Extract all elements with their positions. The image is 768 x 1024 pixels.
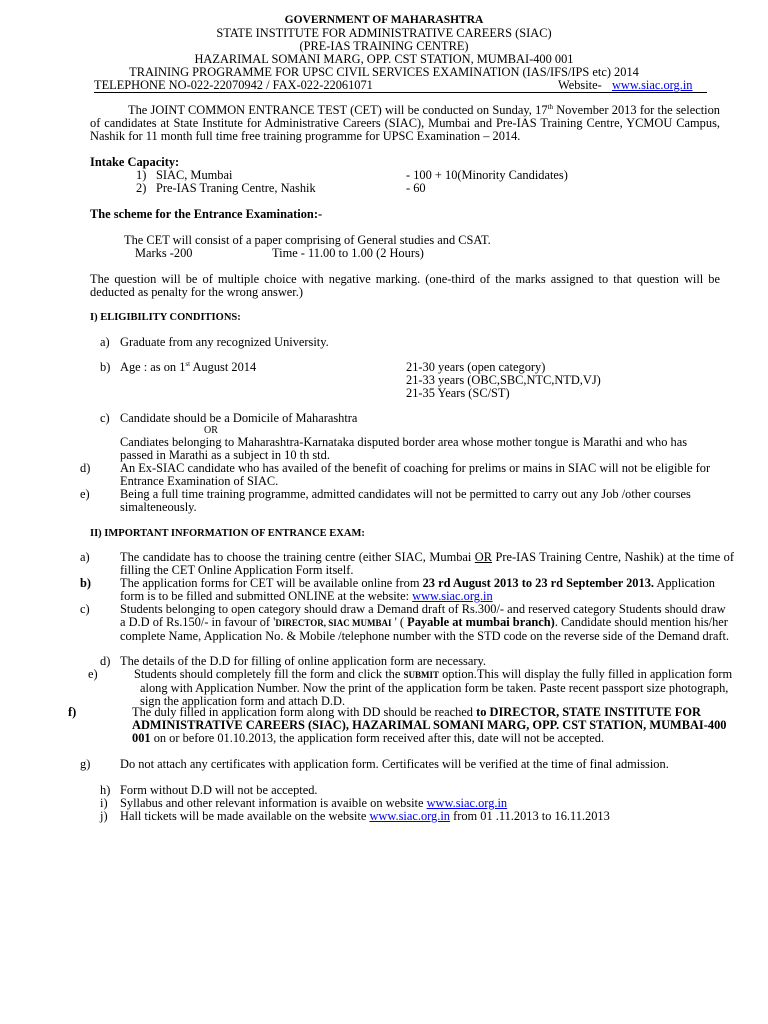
- info-h: h) Form without D.D will not be accepted.: [100, 783, 318, 797]
- header-address: HAZARIMAL SOMANI MARG, OPP. CST STATION, MUMBAI-400 001: [194, 52, 574, 66]
- info-e: e) Students should completely fill the form and click the SUBMIT option.This will display the fully filled in application form along with Application Number. Now the print of the application form be taken. Paste recent passport size photograph, sign the application form and attach D.D.: [88, 667, 733, 708]
- eligibility-e: e) Being a full time training programme, admitted candidates will not be permitted to carry out any Job /other courses simalteneously.: [80, 487, 691, 514]
- info-d: d) The details of the D.D for filling of online application form are necessary.: [100, 654, 486, 668]
- age-scst: 21-35 Years (SC/ST): [406, 386, 510, 400]
- intake-value-1: - 100 + 10(Minority Candidates): [406, 168, 568, 182]
- header-telephone: TELEPHONE NO-022-22070942 / FAX-022-22061071: [94, 78, 373, 92]
- scheme-time: Time - 11.00 to 1.00 (2 Hours): [272, 246, 424, 260]
- intake-value-2: - 60: [406, 181, 426, 195]
- age-obc: 21-33 years (OBC,SBC,NTC,NTD,VJ): [406, 373, 601, 387]
- scheme-note: The question will be of multiple choice with negative marking. (one-third of the marks assigned to that question will be deducted as penalty for the wrong answer.): [90, 272, 720, 299]
- eligibility-c: c) Candidate should be a Domicile of Maharashtra: [100, 411, 358, 425]
- intro-paragraph: The JOINT COMMON ENTRANCE TEST (CET) will be conducted on Sunday, 17th November 2013 for the selection of candidates at State Institute for Administrative Careers (SIAC), Mumbai and Pre-IAS Training Centre, YCMOU Campus, Nashik for 11 month full time free training programme for UPSC Examination – 2014.: [90, 102, 720, 143]
- eligibility-or: OR: [204, 425, 218, 436]
- info-f: f) The duly filled in application form along with DD should be reached to DIRECTOR, STATE INSTITUTE FOR ADMINISTRATIVE CAREERS (SIAC), HAZARIMAL SOMANI MARG, OPP. CST STATION, MUMBAI-400 001 on or before 01.10.2013, the application form received after this, date will not be accepted.: [68, 705, 727, 745]
- info-i: i) Syllabus and other relevant information is avaible on website www.siac.org.in: [100, 796, 508, 810]
- eligibility-d: d) An Ex-SIAC candidate who has availed of the benefit of coaching for prelims or mains in SIAC will not be eligible for Entrance Examination of SIAC.: [80, 461, 711, 488]
- website-label: Website-: [558, 78, 602, 92]
- info-c: c) Students belonging to open category should draw a Demand draft of Rs.300/- and reserved category Students should draw a D.D of Rs.150/- in favour of 'DIRECTOR, SIAC MUMBAI ' ( Payable at mumbai branch). Candidate should mention his/her complete Name, Application No. & Mobile /telephone number with the STD code on the reverse side of the Demand draft.: [80, 602, 730, 643]
- info-b: b) The application forms for CET will be available online from 23 rd August 2013 to 23 rd September 2013. Application form is to be filled and submitted ONLINE at the website: www.siac.org.in: [80, 576, 715, 603]
- header-centre: (PRE-IAS TRAINING CENTRE): [299, 39, 469, 53]
- header-government: GOVERNMENT OF MAHARASHTRA: [284, 14, 484, 26]
- info-g: g) Do not attach any certificates with application form. Certificates will be verified at the time of final admission.: [80, 757, 669, 771]
- age-open: 21-30 years (open category): [406, 360, 546, 374]
- header-institute: STATE INSTITUTE FOR ADMINISTRATIVE CAREERS (SIAC): [216, 26, 552, 40]
- intake-item-2: 2) Pre-IAS Traning Centre, Nashik: [136, 181, 316, 195]
- info-j-link[interactable]: www.siac.org.in: [369, 809, 450, 823]
- header-website: [558, 79, 692, 92]
- scheme-marks: Marks -200: [135, 246, 193, 260]
- info-i-link[interactable]: www.siac.org.in: [426, 796, 508, 810]
- eligibility-a: a) Graduate from any recognized University.: [100, 335, 329, 349]
- eligibility-b: b) Age : as on 1st August 2014: [100, 359, 257, 374]
- website-link[interactable]: www.siac.org.in: [611, 78, 693, 92]
- info-title: II) IMPORTANT INFORMATION OF ENTRANCE EXAM:: [90, 528, 365, 539]
- intake-item-1: 1) SIAC, Mumbai: [136, 168, 233, 182]
- scheme-line: The CET will consist of a paper comprising of General studies and CSAT.: [124, 233, 491, 247]
- intake-title: Intake Capacity:: [90, 155, 180, 169]
- info-j: j) Hall tickets will be made available on the website www.siac.org.in from 01 .11.2013 to 16.11.2013: [100, 809, 610, 823]
- info-b-link[interactable]: www.siac.org.in: [412, 589, 493, 603]
- header-rule: [94, 92, 707, 93]
- scheme-title: The scheme for the Entrance Examination:-: [90, 207, 323, 221]
- header-programme: TRAINING PROGRAMME FOR UPSC CIVIL SERVICES EXAMINATION (IAS/IFS/IPS etc) 2014: [129, 65, 639, 79]
- eligibility-title: I) ELIGIBILITY CONDITIONS:: [90, 312, 241, 323]
- info-a: a) The candidate has to choose the training centre (either SIAC, Mumbai OR Pre-IAS Training Centre, Nashik) at the time of filling the CET Online Application Form itself.: [80, 550, 734, 577]
- eligibility-c-alt: Candiates belonging to Maharashtra-Karnataka disputed border area whose mother tongue is Marathi and who has passed in Marathi as a subject in 10 th std.: [120, 435, 688, 462]
